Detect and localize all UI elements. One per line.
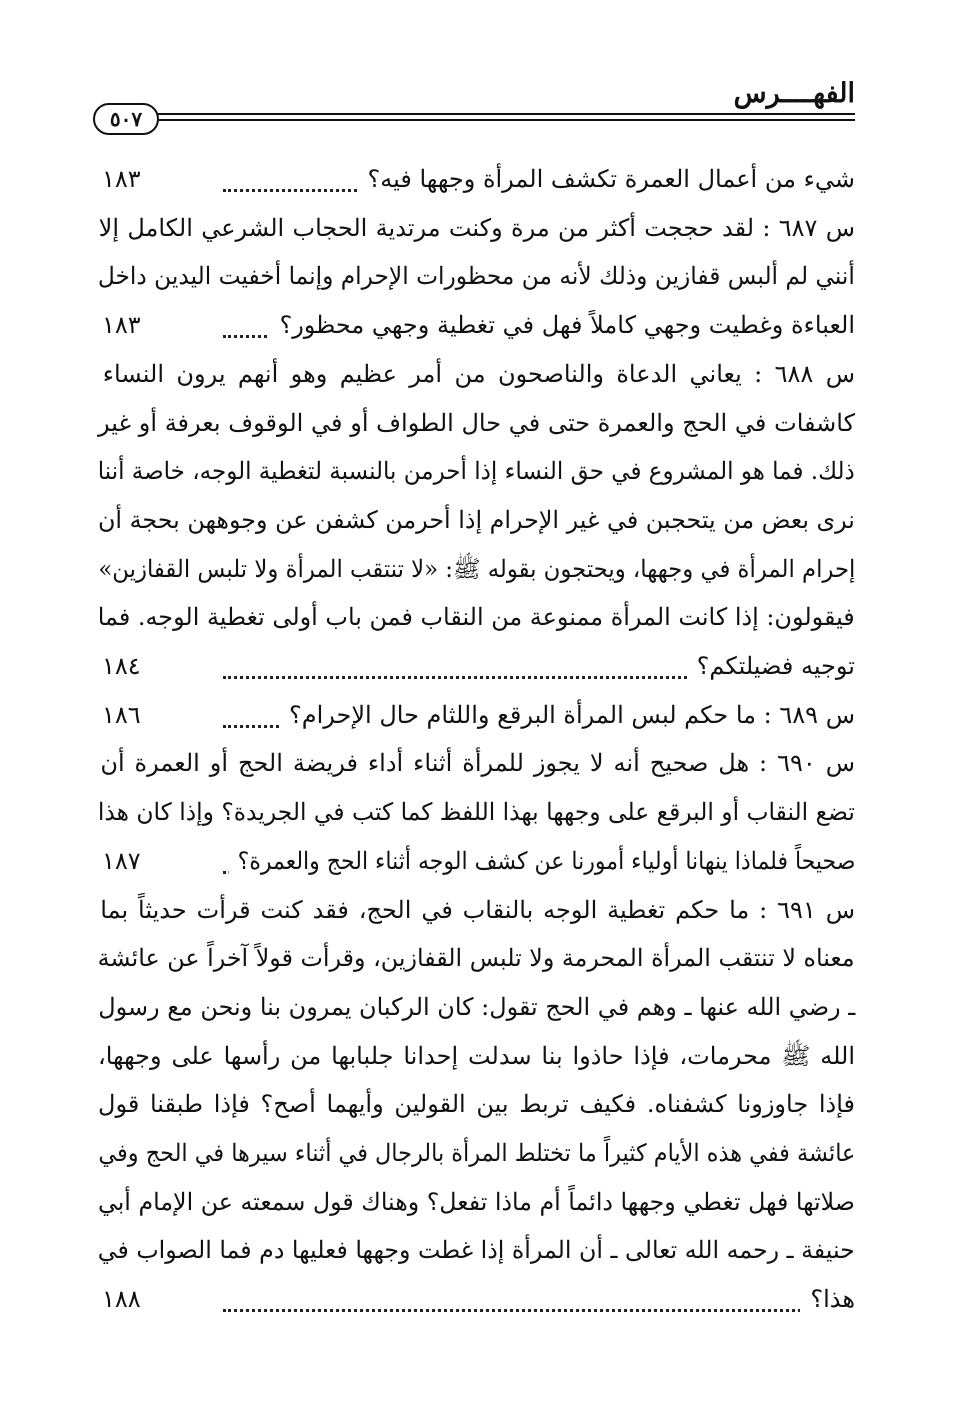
entry-text: معناه لا تنتقب المرأة المحرمة ولا تلبس القفازين، وقرأت قولاً آخراً عن عائشة xyxy=(98,944,855,973)
entry-text: الله ﷺ محرمات، فإذا حاذوا بنا سدلت إحدانا جلبابها من رأسها على وجهها، xyxy=(98,1041,855,1070)
index-entry-last-line xyxy=(98,302,855,350)
entry-page-number: ١٨٤ xyxy=(98,643,141,689)
entry-text: س ٦٩١ : ما حكم تغطية الوجه بالنقاب في الحج، فقد كنت قرأت حديثاً بما xyxy=(100,895,855,924)
entry-text: أنني لم ألبس قفازين وذلك لأنه من محظورات الإحرام وإنما أخفيت اليدين داخل xyxy=(98,262,855,291)
index-entry-line xyxy=(98,400,855,448)
index-entry-line xyxy=(98,497,855,545)
entry-text: حنيفة ـ رحمه الله تعالى ـ أن المرأة إذا غطت وجهها فعليها دم فما الصواب في xyxy=(98,1236,855,1265)
entry-text: العباءة وغطيت وجهي كاملاً فهل في تغطية وجهي محظور؟ xyxy=(269,302,855,348)
entry-text: ذلك. فما هو المشروع في حق النساء إذا أحرمن بالنسبة لتغطية الوجه، خاصة أننا xyxy=(98,457,855,486)
header-rule xyxy=(158,113,855,115)
index-entry-line xyxy=(98,448,855,496)
entry-text: شيء من أعمال العمرة تكشف المرأة وجهها فيه؟ xyxy=(358,156,856,202)
entry-page-number: ١٨٣ xyxy=(98,302,141,348)
header-rule xyxy=(158,119,855,121)
entry-page-number: ١٨٣ xyxy=(98,156,141,202)
index-entry-line xyxy=(98,1081,855,1129)
index-entry-line xyxy=(98,1033,855,1081)
entry-text: هذا؟ xyxy=(800,1276,855,1322)
index-entry-line xyxy=(98,253,855,301)
entry-text: س ٦٩٠ : هل صحيح أنه لا يجوز للمرأة أثناء أداء فريضة الحج أو العمرة أن xyxy=(100,749,855,778)
index-entry-last-line xyxy=(98,643,855,691)
index-entry-line xyxy=(98,935,855,983)
page-header-title: الفهــــرس xyxy=(733,78,855,109)
page-number-badge: ٥٠٧ xyxy=(93,103,159,135)
entry-text: كاشفات في الحج والعمرة حتى في حال الطواف أو في الوقوف بعرفة أو غير xyxy=(98,408,855,437)
entry-text: عائشة ففي هذه الأيام كثيراً ما تختلط المرأة بالرجال في أثناء سيرها في الحج وفي xyxy=(98,1139,855,1167)
index-entry-line xyxy=(98,594,855,642)
entry-text: ـ رضي الله عنها ـ وهم في الحج تقول: كان الركبان يمرون بنا ونحن مع رسول xyxy=(98,992,855,1021)
index-entry-line xyxy=(98,887,855,935)
entry-text: س ٦٨٩ : ما حكم لبس المرأة البرقع واللثام حال الإحرام؟ xyxy=(279,692,855,738)
entry-text: نرى بعض من يتحجبن في غير الإحرام إذا أحرمن كشفن عن وجوههن بحجة أن xyxy=(98,505,855,534)
index-entry-line xyxy=(98,1179,855,1227)
index-entry-last-line xyxy=(98,156,855,204)
entry-page-number: ١٨٨ xyxy=(98,1276,141,1322)
index-entry-line xyxy=(98,351,855,399)
index-entry-line xyxy=(98,546,855,594)
index-entry-line xyxy=(98,1130,855,1178)
index-entry-line xyxy=(98,1227,855,1275)
entry-text: فيقولون: إذا كانت المرأة ممنوعة من النقاب فمن باب أولى تغطية الوجه. فما xyxy=(98,603,855,632)
entry-text: س ٦٨٨ : يعاني الدعاة والناصحون من أمر عظيم وهو أنهم يرون النساء xyxy=(102,359,855,388)
entry-text: س ٦٨٧ : لقد حججت أكثر من مرة وكنت مرتدية الحجاب الشرعي الكامل إلا xyxy=(98,213,855,242)
index-entry-line xyxy=(98,740,855,788)
entry-text: فإذا جاوزونا كشفناه. فكيف تربط بين القولين وأيهما أصح؟ فإذا طبقنا قول xyxy=(98,1090,855,1119)
entry-text: تضع النقاب أو البرقع على وجهها بهذا اللفظ كما كتب في الجريدة؟ وإذا كان هذا xyxy=(98,798,855,827)
index-entry-line xyxy=(98,789,855,837)
index-entry-last-line xyxy=(98,1276,855,1324)
index-entry-line xyxy=(98,205,855,253)
entry-page-number: ١٨٦ xyxy=(98,692,141,738)
entry-text: توجيه فضيلتكم؟ xyxy=(687,643,855,689)
entry-text: إحرام المرأة في وجهها، ويحتجون بقوله ﷺ: «لا تنتقب المرأة ولا تلبس القفازين» xyxy=(98,554,855,583)
entry-text: صلاتها فهل تغطي وجهها دائماً أم ماذا تفعل؟ وهناك قول سمعته عن الإمام أبي xyxy=(98,1187,855,1216)
entry-text: صحيحاً فلماذا ينهانا أولياء أمورنا عن كشف الوجه أثناء الحج والعمرة؟ xyxy=(228,838,855,884)
index-entry-last-line xyxy=(98,692,855,740)
index-entry-last-line xyxy=(98,838,855,886)
index-entry-line xyxy=(98,984,855,1032)
dot-leader xyxy=(223,1309,855,1312)
entry-page-number: ١٨٧ xyxy=(98,838,141,884)
